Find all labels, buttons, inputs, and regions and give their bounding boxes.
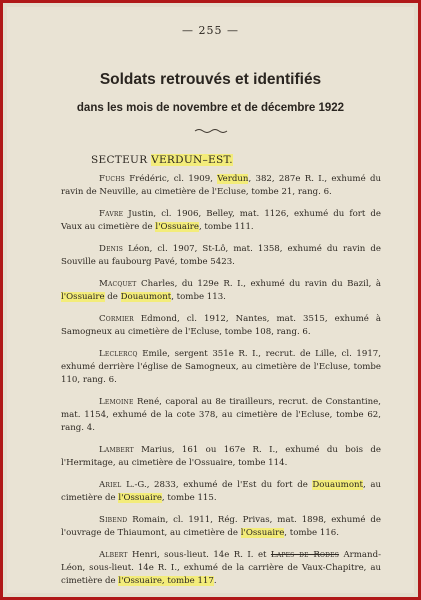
- highlight: l'Ossuaire: [155, 222, 199, 232]
- entry: Denis Léon, cl. 1907, St-Lô, mat. 1358, exhumé du ravin de Souville au faubourg Pavé, tombe 5423.: [61, 244, 381, 267]
- page-subtitle: dans les mois de novembre et de décembre 1922: [76, 102, 345, 114]
- entry: Lemoine René, caporal au 8e tirailleurs, recrut. de Constantine, mat. 1154, exhumé de la cote 378, au cimetière de l'Ecluse, tombe 62, rang. 4.: [61, 397, 381, 433]
- entry-surname: Cormier: [99, 314, 134, 324]
- entry-surname: Favre: [99, 209, 124, 219]
- highlight: Douaumont: [312, 480, 363, 490]
- entry-surname: Albert: [99, 550, 128, 560]
- sector-heading: [91, 154, 233, 166]
- entry-surname: Fuchs: [99, 174, 125, 184]
- page-number: — 255 —: [182, 24, 239, 37]
- entry-surname: Denis: [99, 244, 124, 254]
- document-page: [7, 7, 414, 593]
- highlight: l'Ossuaire, tombe 117: [118, 576, 214, 586]
- highlight: l'Ossuaire: [240, 528, 285, 538]
- entry-surname: Sibend: [99, 515, 128, 525]
- struck-name: Lapes de Rodes: [270, 550, 340, 560]
- entry: Fuchs Frédéric, cl. 1909, Verdun, 382, 287e R. I., exhumé du ravin de Neuville, au cimetière de l'Ecluse, tombe 21, rang. 6.: [61, 174, 382, 197]
- entries-list: [61, 173, 381, 588]
- entry: Macquet Charles, du 129e R. I., exhumé du ravin du Bazil, à l'Ossuaire de Douaumont, tombe 113.: [61, 279, 381, 302]
- entry-surname: Leclercq: [99, 349, 138, 359]
- page-title: Soldats retrouvés et identifiés: [99, 71, 322, 88]
- entry-surname: Lemoine: [99, 397, 134, 407]
- entry-surname: Lambert: [99, 445, 134, 455]
- entry-surname: Macquet: [99, 279, 137, 289]
- entry: Sibend Romain, cl. 1911, Rég. Privas, mat. 1898, exhumé de l'ouvrage de Thiaumont, au cimetière de l'Ossuaire, tombe 116.: [61, 515, 381, 538]
- entry: Leclercq Emile, sergent 351e R. I., recrut. de Lille, cl. 1917, exhumé derrière l'église de Samogneux, au cimetière de l'Ecluse, tombe 110, rang. 6.: [61, 349, 381, 385]
- highlight: Douaumont: [120, 292, 172, 302]
- entry: Albert Henri, sous-lieut. 14e R. I. et Lapes de Rodes Armand-Léon, sous-lieut. 14e R. I., exhumé de la carrière de Vaux-Chapitre, au cimetière de l'Ossuaire, tombe 117.: [61, 550, 381, 586]
- highlight: l'Ossuaire: [61, 292, 105, 302]
- entry: Favre Justin, cl. 1906, Belley, mat. 1126, exhumé du fort de Vaux au cimetière de l'Ossuaire, tombe 111.: [61, 209, 381, 232]
- entry: Lambert Marius, 161 ou 167e R. I., exhumé du bois de l'Hermitage, au cimetière de l'Ossuaire, tombe 114.: [61, 445, 381, 468]
- highlight: l'Ossuaire: [118, 493, 162, 503]
- sector-label: SECTEUR: [91, 154, 148, 166]
- entry: Cormier Edmond, cl. 1912, Nantes, mat. 3515, exhumé à Samogneux au cimetière de l'Ecluse, tombe 108, rang. 6.: [61, 314, 381, 337]
- highlight: Verdun: [217, 174, 249, 184]
- entry-surname: Ariel: [99, 480, 122, 490]
- sector-name: VERDUN–EST.: [151, 154, 233, 166]
- ornament-divider: [194, 128, 228, 134]
- entry: Ariel L.-G., 2833, exhumé de l'Est du fort de Douaumont, au cimetière de l'Ossuaire, tombe 115.: [61, 480, 381, 503]
